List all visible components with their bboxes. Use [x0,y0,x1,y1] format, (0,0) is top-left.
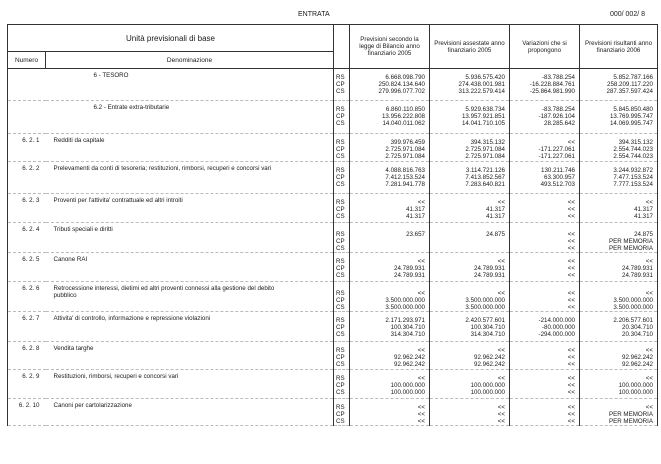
row-number: 6. 2. 6 [8,282,46,312]
value-prev-legge: << << << [350,399,430,426]
value-prev-assestate: 5.936.575.420 274.438.001.981 313.222.579.414 [430,69,510,101]
table-row [8,342,658,370]
table-row [8,223,658,253]
value-prev-legge: 399.976.459 2.725.971.084 2.725.971.084 [350,134,430,162]
row-codes: RS CP CS [334,253,350,282]
budget-table [7,24,658,426]
value-prev-legge: 6.668.098.790 250.824.134.640 279.996.077.702 [350,69,430,101]
value-prev-assestate: 5.929.638.734 13.957.921.851 14.041.710.105 [430,101,510,134]
col-prev-risultanti: Previsioni risultanti anno finanziario 2006 [580,25,658,69]
table-row [8,282,658,312]
row-number: 6. 2. 5 [8,253,46,282]
value-variazioni: << << << [510,342,580,370]
row-denominazione: Retrocessione interessi, dietimi ed altri proventi connessi alla gestione del debito pubblico [46,282,334,312]
row-codes: RS CP CS [334,162,350,194]
value-variazioni: 130.211.746 63.300.957 493.512.703 [510,162,580,194]
table-row [8,370,658,399]
value-prev-legge: 2.171.293.971 100.304.710 314.304.710 [350,312,430,342]
value-prev-legge: 6.860.110.850 13.956.222.808 14.040.011.062 [350,101,430,134]
value-prev-assestate: 394.315.132 2.725.971.084 2.725.971.084 [430,134,510,162]
value-variazioni: -83.788.254 -187.926.104 28.285.642 [510,101,580,134]
section-title: ENTRATA [298,11,330,18]
row-codes: RS CP CS [334,223,350,253]
table-row [8,399,658,426]
value-prev-assestate: << 41.317 41.317 [430,194,510,223]
row-number: 6. 2. 4 [8,223,46,253]
table-body [8,69,658,426]
value-prev-assestate: << << << [430,399,510,426]
value-prev-legge: 4.088.816.763 7.412.153.524 7.281.941.778 [350,162,430,194]
row-denominazione: Canoni per cartolarizzazione [46,399,334,426]
value-variazioni: -214.000.000 -80.000.000 -294.000.000 [510,312,580,342]
value-variazioni: << << << [510,253,580,282]
row-codes: RS CP CS [334,370,350,399]
row-denominazione: 6 - TESORO [46,69,334,101]
row-number: 6. 2. 9 [8,370,46,399]
value-prev-assestate: << 92.962.242 92.962.242 [430,342,510,370]
table-row [8,253,658,282]
row-codes: RS CP CS [334,342,350,370]
value-prev-risultanti: << 100.000.000 100.000.000 [580,370,658,399]
row-number: 6. 2. 2 [8,162,46,194]
table-row [8,69,658,101]
value-prev-risultanti: << PER MEMORIA PER MEMORIA [580,399,658,426]
value-prev-risultanti: 5.845.850.480 13.769.995.747 14.069.995.747 [580,101,658,134]
value-prev-assestate: 3.114.721.126 7.413.852.567 7.283.640.821 [430,162,510,194]
value-variazioni: -83.788.254 -16.228.884.761 -25.864.981.990 [510,69,580,101]
unit-title: Unità previsionali di base [8,25,334,52]
value-prev-assestate: 2.420.577.601 100.304.710 314.304.710 [430,312,510,342]
value-variazioni: << << << [510,223,580,253]
value-prev-risultanti: 5.852.787.166 258.209.117.220 287.357.597.424 [580,69,658,101]
value-prev-legge: << 41.317 41.317 [350,194,430,223]
row-denominazione: Proventi per l'attivita' contrattuale ed altri introiti [46,194,334,223]
row-codes: RS CP CS [334,101,350,134]
value-prev-legge: << 100.000.000 100.000.000 [350,370,430,399]
value-prev-risultanti: << 3.500.000.000 3.500.000.000 [580,282,658,312]
row-codes: RS CP CS [334,399,350,426]
row-number: 6. 2. 10 [8,399,46,426]
row-denominazione: Restituzioni, rimborsi, recuperi e concorsi vari [46,370,334,399]
row-denominazione: Vendita targhe [46,342,334,370]
value-prev-assestate: 24.875 [430,223,510,253]
value-prev-risultanti: << 24.789.931 24.789.931 [580,253,658,282]
row-denominazione: Attivita' di controllo, informazione e repressione violazioni [46,312,334,342]
table-row [8,194,658,223]
value-prev-risultanti: 24.875 PER MEMORIA PER MEMORIA [580,223,658,253]
value-prev-assestate: << 100.000.000 100.000.000 [430,370,510,399]
row-number [8,101,46,134]
col-variazioni: Variazioni che si propongono [510,25,580,69]
value-prev-risultanti: << 92.962.242 92.962.242 [580,342,658,370]
value-variazioni: << << << [510,370,580,399]
value-prev-legge: << 24.789.931 24.789.931 [350,253,430,282]
row-denominazione: Tributi speciali e diritti [46,223,334,253]
value-prev-risultanti: 3.244.932.872 7.477.153.524 7.777.153.524 [580,162,658,194]
row-codes: RS CP CS [334,134,350,162]
value-variazioni: << << << [510,399,580,426]
row-codes: RS CP CS [334,312,350,342]
row-denominazione: Canone RAI [46,253,334,282]
code-column-head [334,25,350,69]
row-codes: RS CP CS [334,282,350,312]
page-number: 000/ 002/ 8 [609,11,645,18]
row-number [8,69,46,101]
value-variazioni: << -171.227.061 -171.227.061 [510,134,580,162]
row-codes: RS CP CS [334,194,350,223]
row-denominazione: Prelevamenti da conti di tesoreria; restituzioni, rimborsi, recuperi e concorsi vari [46,162,334,194]
row-number: 6. 2. 7 [8,312,46,342]
value-prev-assestate: << 24.789.931 24.789.931 [430,253,510,282]
col-numero: Numero [8,52,46,69]
value-prev-legge: << 92.962.242 92.962.242 [350,342,430,370]
value-prev-risultanti: 394.315.132 2.554.744.023 2.554.744.023 [580,134,658,162]
row-number: 6. 2. 3 [8,194,46,223]
value-prev-legge: 23.657 [350,223,430,253]
table-row [8,312,658,342]
row-denominazione: Redditi da capitale [46,134,334,162]
page-header [0,8,661,22]
row-number: 6. 2. 1 [8,134,46,162]
row-number: 6. 2. 8 [8,342,46,370]
value-prev-risultanti: << 41.317 41.317 [580,194,658,223]
table-row [8,134,658,162]
value-prev-assestate: << 3.500.000.000 3.500.000.000 [430,282,510,312]
value-prev-legge: << 3.500.000.000 3.500.000.000 [350,282,430,312]
value-prev-risultanti: 2.206.577.601 20.304.710 20.304.710 [580,312,658,342]
col-prev-legge: Previsioni secondo la legge di Bilancio anno finanziario 2005 [350,25,430,69]
col-prev-assestate: Previsioni assestate anno finanziario 2005 [430,25,510,69]
row-codes: RS CP CS [334,69,350,101]
table-row [8,101,658,134]
table-row [8,162,658,194]
value-variazioni: << << << [510,194,580,223]
value-variazioni: << << << [510,282,580,312]
row-denominazione: 6.2 - Entrate extra-tributarie [46,101,334,134]
col-denominazione: Denominazione [46,52,334,69]
